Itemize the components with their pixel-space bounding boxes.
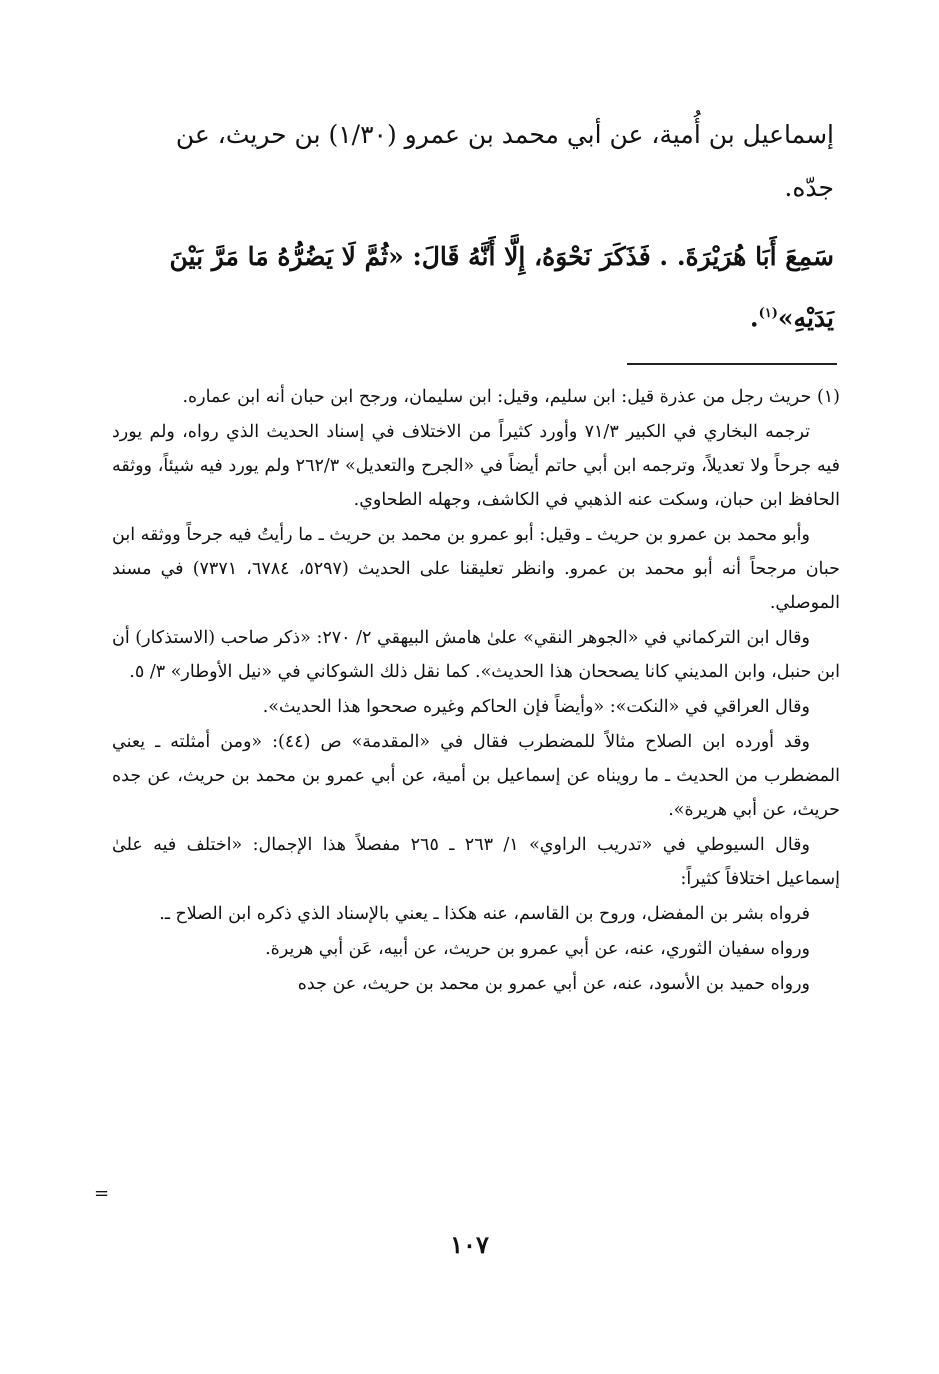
footnote-paragraph: ورواه سفيان الثوري، عنه، عن أبي عمرو بن حريث، عن أبيه، عَن أبي هريرة. [265,939,810,959]
footnote-paragraph: وقال السيوطي في «تدريب الراوي» ١/ ٢٦٣ ـ ٢٦٥ مفصلاً هذا الإجمال: «اختلف فيه علىٰ إسماعيل اختلافاً كثيراً: [112,835,840,889]
continuation-mark: = [94,1183,110,1204]
hadith-end-punctuation: . [749,303,759,333]
footnote-paragraph: وأبو محمد بن عمرو بن حريث ـ وقيل: أبو عمرو بن محمد بن حريث ـ ما رأيتُ فيه جرحاً ووثقه ابن حبان مرجحاً أنه أبو محمد بن عمرو. وانظر تعليقنا على الحديث (٥٢٩٧، ٦٧٨٤، ٧٣٧١) في مسند الموصلي. [112,525,840,613]
hadith-line-1: سَمِعَ أَبَا هُرَيْرَةَ. . فَذَكَرَ نَحْوَهُ، إِلَّا أَنَّهُ قَالَ: «ثُمَّ لَا يَضُرُّهُ مَا مَرَّ بَيْنَ [169,242,834,271]
footnote-paragraph: ترجمه البخاري في الكبير ٧١/٣ وأورد كثيراً من الاختلاف في إسناد الحديث الذي رواه، ولم يورد فيه جرحاً ولا تعديلاً، وترجمه ابن أبي حاتم أيضاً في «الجرح والتعديل» ٢٦٢/٣ ولم يورد فيه شيئاً، ووثقه الحافظ ابن حبان، وسكت عنه الذهبي في الكاشف، وجهله الطحاوي. [112,422,840,510]
hadith-line-2-text: يَدَيْهِ» [777,303,834,333]
footnote-paragraph: وقال ابن التركماني في «الجوهر النقي» علىٰ هامش البيهقي ٢/ ٢٧٠: «ذكر صاحب (الاستذكار) أن ابن حنبل، وابن المديني كانا يصححان هذا الحديث». كما نقل ذلك الشوكاني في «نيل الأوطار» ٣/ ٥. [112,628,840,682]
footnote-paragraph: وقد أورده ابن الصلاح مثالاً للمضطرب فقال في «المقدمة» ص (٤٤): «ومن أمثلته ـ يعني المضطرب من الحديث ـ ما رويناه عن إسماعيل بن أمية، عن أبي عمرو بن محمد بن حريث، عن جده حريث، عن أبي هريرة». [112,732,840,820]
footnote-paragraph: وقال العراقي في «النكت»: «وأيضاً فإن الحاكم وغيره صححوا هذا الحديث». [262,697,810,717]
footnote-text: حريث رجل من عذرة قيل: ابن سليم، وقيل: ابن سليمان، ورجح ابن حبان أنه ابن عماره. [182,387,812,407]
isnad-text [112,108,834,214]
hadith-matn [112,228,834,346]
footnote-separator [627,363,837,365]
footnotes-section [112,380,840,1002]
footnote-paragraph [112,380,840,414]
page-number: ١٠٧ [450,1230,489,1259]
hadith-line-2 [112,285,834,346]
footnote-marker: (١) [816,387,840,407]
footnote-reference: (١) [758,306,778,321]
isnad-line-2: جدّه. [784,173,834,202]
footnote-paragraph: فرواه بشر بن المفضل، وروح بن القاسم، عنه هكذا ـ يعني بالإسناد الذي ذكره ابن الصلاح ـ. [159,904,810,924]
footnote-paragraph: ورواه حميد بن الأسود، عنه، عن أبي عمرو بن محمد بن حريث، عن جده [297,974,810,994]
isnad-line-1: إسماعيل بن أُمية، عن أبي محمد بن عمرو (١/٣٠) بن حريث، عن [175,120,834,149]
